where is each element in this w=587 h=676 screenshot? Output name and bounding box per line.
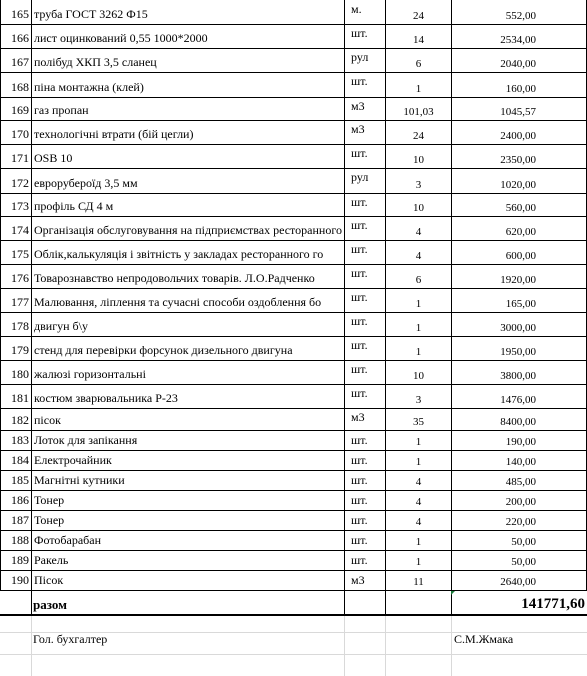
item-unit	[344, 0, 385, 24]
item-unit-text: м3	[351, 99, 365, 113]
item-sum-text: 50,00	[511, 536, 536, 548]
table-row	[0, 490, 587, 510]
item-quantity-text: 10	[413, 154, 424, 166]
item-name	[31, 570, 344, 590]
item-unit-text: шт.	[351, 242, 368, 256]
row-number-text: 190	[11, 573, 29, 587]
item-sum-text: 165,00	[505, 298, 536, 310]
item-unit	[344, 430, 385, 450]
row-number	[0, 312, 31, 336]
item-unit-text: шт.	[351, 218, 368, 232]
row-number-text: 187	[11, 513, 29, 527]
item-name	[31, 490, 344, 510]
item-quantity-text: 24	[413, 130, 424, 142]
row-number-text: 189	[11, 553, 29, 567]
item-sum	[451, 384, 587, 408]
row-number	[0, 48, 31, 72]
item-unit	[344, 264, 385, 288]
total-sum: 141771,60	[521, 596, 585, 612]
item-quantity-text: 24	[413, 10, 424, 22]
item-quantity-text: 1	[415, 536, 422, 548]
item-quantity-text: 4	[415, 516, 422, 528]
table-row	[0, 72, 587, 97]
table-row	[0, 530, 587, 550]
item-name	[31, 193, 344, 216]
row-number-text: 168	[11, 80, 29, 94]
item-quantity-text: 6	[415, 274, 422, 286]
item-quantity-text: 6	[415, 58, 422, 70]
item-unit-text: шт.	[351, 74, 368, 88]
item-unit	[344, 168, 385, 193]
item-sum-text: 1920,00	[500, 274, 536, 286]
item-unit	[344, 336, 385, 360]
row-number	[0, 490, 31, 510]
item-unit-text: шт.	[351, 266, 368, 280]
item-sum-text: 2400,00	[500, 130, 536, 142]
table-row	[0, 97, 587, 120]
row-number-text: 181	[11, 391, 29, 405]
item-name	[31, 430, 344, 450]
table-row	[0, 240, 587, 264]
item-sum-text: 1476,00	[500, 394, 536, 406]
item-quantity	[385, 360, 451, 384]
table-row	[0, 470, 587, 490]
row-number	[0, 470, 31, 490]
item-quantity-text: 3	[415, 394, 422, 406]
accountant-title: Гол. бухгалтер	[33, 632, 108, 646]
item-sum	[451, 48, 587, 72]
item-quantity-text: 3	[415, 179, 422, 191]
row-number-text: 184	[11, 453, 29, 467]
item-unit	[344, 450, 385, 470]
item-quantity	[385, 530, 451, 550]
item-sum	[451, 0, 587, 24]
row-number	[0, 570, 31, 590]
item-quantity	[385, 120, 451, 144]
item-quantity-text: 35	[413, 416, 424, 428]
item-sum-text: 1950,00	[500, 346, 536, 358]
item-unit-text: рул	[351, 50, 369, 64]
item-quantity	[385, 430, 451, 450]
table-row	[0, 430, 587, 450]
item-sum	[451, 168, 587, 193]
row-number	[0, 384, 31, 408]
item-quantity-text: 10	[413, 370, 424, 382]
row-number-text: 166	[11, 31, 29, 45]
item-quantity-text: 1	[415, 322, 422, 334]
item-unit	[344, 550, 385, 570]
item-unit	[344, 144, 385, 168]
item-name-text: газ пропан	[34, 103, 89, 117]
item-name-text: двигун б\у	[34, 319, 88, 333]
item-quantity	[385, 288, 451, 312]
item-name-text: Тонер	[34, 493, 65, 507]
item-name	[31, 264, 344, 288]
item-sum	[451, 430, 587, 450]
item-unit	[344, 490, 385, 510]
item-name-text: пісок	[34, 413, 61, 427]
item-name-text: костюм зварювальника Р-23	[34, 391, 178, 405]
item-sum	[451, 72, 587, 97]
item-unit	[344, 120, 385, 144]
item-name	[31, 24, 344, 48]
item-sum	[451, 193, 587, 216]
item-name	[31, 97, 344, 120]
item-unit	[344, 360, 385, 384]
row-number-text: 183	[11, 433, 29, 447]
item-unit-text: рул	[351, 170, 369, 184]
row-number	[0, 193, 31, 216]
row-number-text: 176	[11, 271, 29, 285]
item-sum-text: 3000,00	[500, 322, 536, 334]
table-row	[0, 288, 587, 312]
item-sum	[451, 240, 587, 264]
item-unit	[344, 72, 385, 97]
item-quantity-text: 11	[413, 576, 424, 588]
row-number-text: 174	[11, 223, 29, 237]
row-number-text: 182	[11, 413, 29, 427]
item-sum-text: 620,00	[505, 226, 536, 238]
item-name	[31, 120, 344, 144]
item-sum	[451, 264, 587, 288]
row-number-text: 186	[11, 493, 29, 507]
item-quantity	[385, 24, 451, 48]
item-sum-text: 140,00	[505, 456, 536, 468]
row-number-text: 177	[11, 295, 29, 309]
row-number-text: 185	[11, 473, 29, 487]
item-name	[31, 0, 344, 24]
row-number	[0, 430, 31, 450]
row-number-text: 169	[11, 103, 29, 117]
item-quantity	[385, 384, 451, 408]
item-sum-text: 2350,00	[500, 154, 536, 166]
item-sum-text: 3800,00	[500, 370, 536, 382]
item-quantity	[385, 240, 451, 264]
item-unit-text: шт.	[351, 146, 368, 160]
item-unit-text: шт.	[351, 290, 368, 304]
item-unit-text: шт.	[351, 553, 368, 567]
item-name	[31, 216, 344, 240]
item-sum-text: 2040,00	[500, 58, 536, 70]
item-name-text: стенд для перевірки форсунок дизельного двигуна	[34, 343, 293, 357]
item-name-text: піна монтажна (клей)	[34, 80, 144, 94]
row-number	[0, 168, 31, 193]
signature-block	[0, 616, 587, 676]
item-unit-text: шт.	[351, 473, 368, 487]
row-number	[0, 72, 31, 97]
item-unit-text: м.	[351, 2, 362, 16]
item-quantity	[385, 470, 451, 490]
item-name-text: Тонер	[34, 513, 65, 527]
item-quantity	[385, 490, 451, 510]
item-name	[31, 144, 344, 168]
item-unit	[344, 193, 385, 216]
item-quantity	[385, 97, 451, 120]
item-unit-text: шт.	[351, 195, 368, 209]
item-sum-text: 600,00	[505, 250, 536, 262]
item-quantity	[385, 336, 451, 360]
row-number	[0, 144, 31, 168]
row-number-text: 178	[11, 319, 29, 333]
item-unit-text: шт.	[351, 362, 368, 376]
item-quantity-text: 4	[415, 496, 422, 508]
item-quantity-text: 4	[415, 226, 422, 238]
item-unit	[344, 384, 385, 408]
table-row	[0, 144, 587, 168]
item-quantity	[385, 48, 451, 72]
item-unit-text: шт.	[351, 26, 368, 40]
item-unit-text: шт.	[351, 533, 368, 547]
item-name-text: технологічні втрати (бій цегли)	[34, 127, 194, 141]
row-number-text: 175	[11, 247, 29, 261]
item-sum	[451, 408, 587, 430]
item-quantity-text: 1	[415, 298, 422, 310]
item-quantity	[385, 72, 451, 97]
table-row	[0, 0, 587, 24]
item-sum	[451, 144, 587, 168]
item-sum-text: 200,00	[505, 496, 536, 508]
item-sum	[451, 24, 587, 48]
item-name	[31, 336, 344, 360]
item-sum	[451, 360, 587, 384]
item-quantity	[385, 550, 451, 570]
item-sum-text: 552,00	[505, 10, 536, 22]
item-unit	[344, 97, 385, 120]
item-sum	[451, 312, 587, 336]
item-quantity-text: 4	[415, 476, 422, 488]
item-name	[31, 360, 344, 384]
item-sum	[451, 510, 587, 530]
item-quantity-text: 10	[413, 202, 424, 214]
row-number-text: 171	[11, 151, 29, 165]
item-sum	[451, 490, 587, 510]
item-unit	[344, 24, 385, 48]
table-row	[0, 264, 587, 288]
item-name	[31, 48, 344, 72]
item-name-text: OSB 10	[34, 151, 73, 165]
table-row	[0, 312, 587, 336]
item-unit	[344, 408, 385, 430]
item-sum-text: 8400,00	[500, 416, 536, 428]
item-unit-text: шт.	[351, 314, 368, 328]
item-unit-text: м3	[351, 410, 365, 424]
item-quantity	[385, 144, 451, 168]
accountant-name: С.М.Жмака	[454, 632, 514, 646]
item-name	[31, 470, 344, 490]
item-sum	[451, 550, 587, 570]
item-sum-text: 190,00	[505, 436, 536, 448]
item-name	[31, 384, 344, 408]
item-unit-text: шт.	[351, 386, 368, 400]
item-quantity	[385, 510, 451, 530]
item-sum	[451, 216, 587, 240]
item-quantity	[385, 408, 451, 430]
item-sum-text: 160,00	[505, 83, 536, 95]
item-sum-text: 1045,57	[500, 106, 536, 118]
item-sum	[451, 530, 587, 550]
item-sum	[451, 450, 587, 470]
item-sum	[451, 470, 587, 490]
item-unit-text: м3	[351, 573, 365, 587]
item-unit	[344, 288, 385, 312]
item-name-text: жалюзі горизонтальні	[34, 367, 146, 381]
item-quantity-text: 4	[415, 250, 422, 262]
table-row	[0, 510, 587, 530]
item-unit-text: шт.	[351, 453, 368, 467]
item-unit	[344, 48, 385, 72]
item-quantity	[385, 168, 451, 193]
item-name	[31, 450, 344, 470]
item-unit	[344, 312, 385, 336]
item-name-text: еврорубероїд 3,5 мм	[34, 176, 138, 190]
row-number	[0, 24, 31, 48]
item-sum-text: 50,00	[511, 556, 536, 568]
item-quantity-text: 1	[415, 346, 422, 358]
item-name-text: Малювання, ліплення та сучасні способи оздоблення бо	[34, 295, 322, 309]
row-number	[0, 264, 31, 288]
item-name	[31, 408, 344, 430]
item-name-text: Організація обслуговування на підприємствах ресторанного	[34, 223, 342, 237]
table-row	[0, 24, 587, 48]
table-row	[0, 193, 587, 216]
item-sum-text: 220,00	[505, 516, 536, 528]
row-number	[0, 240, 31, 264]
item-name	[31, 72, 344, 97]
table-row	[0, 550, 587, 570]
item-name-text: лист оцинкований 0,55 1000*2000	[34, 31, 208, 45]
item-sum-text: 2534,00	[500, 34, 536, 46]
item-name-text: Лоток для запікання	[34, 433, 138, 447]
row-number	[0, 120, 31, 144]
item-sum-text: 1020,00	[500, 179, 536, 191]
item-unit-text: шт.	[351, 513, 368, 527]
item-unit	[344, 530, 385, 550]
item-name-text: Магнітні кутники	[34, 473, 125, 487]
table-row	[0, 48, 587, 72]
item-quantity	[385, 193, 451, 216]
table-row	[0, 384, 587, 408]
item-unit	[344, 470, 385, 490]
row-number	[0, 216, 31, 240]
row-number	[0, 408, 31, 430]
table-row	[0, 216, 587, 240]
item-name	[31, 550, 344, 570]
item-name-text: Пісок	[34, 573, 64, 587]
item-name-text: Фотобарабан	[34, 533, 102, 547]
table-row	[0, 360, 587, 384]
item-unit	[344, 216, 385, 240]
table-row	[0, 120, 587, 144]
row-number	[0, 550, 31, 570]
row-number-text: 165	[11, 7, 29, 21]
table-row	[0, 570, 587, 590]
item-name	[31, 168, 344, 193]
item-name-text: профіль СД 4 м	[34, 199, 114, 213]
row-number-text: 188	[11, 533, 29, 547]
item-name	[31, 510, 344, 530]
item-name-text: Ракель	[34, 553, 69, 567]
row-number	[0, 450, 31, 470]
row-number	[0, 530, 31, 550]
item-quantity	[385, 312, 451, 336]
item-sum	[451, 336, 587, 360]
item-quantity	[385, 216, 451, 240]
item-unit-text: шт.	[351, 338, 368, 352]
item-unit	[344, 510, 385, 530]
item-unit-text: шт.	[351, 493, 368, 507]
item-sum-text: 560,00	[505, 202, 536, 214]
row-number	[0, 510, 31, 530]
item-quantity	[385, 570, 451, 590]
row-number	[0, 288, 31, 312]
table-row	[0, 408, 587, 430]
table-row	[0, 336, 587, 360]
row-number-text: 179	[11, 343, 29, 357]
item-quantity-text: 1	[415, 436, 422, 448]
item-sum-text: 485,00	[505, 476, 536, 488]
row-number-text: 170	[11, 127, 29, 141]
item-quantity-text: 14	[413, 34, 424, 46]
row-number	[0, 360, 31, 384]
item-unit-text: шт.	[351, 433, 368, 447]
item-unit-text: м3	[351, 122, 365, 136]
row-number	[0, 0, 31, 24]
item-sum	[451, 120, 587, 144]
item-name-text: труба ГОСТ 3262 Ф15	[34, 7, 148, 21]
item-sum-text: 2640,00	[500, 576, 536, 588]
item-unit	[344, 570, 385, 590]
item-name	[31, 288, 344, 312]
item-name	[31, 530, 344, 550]
item-quantity	[385, 450, 451, 470]
item-quantity-text: 1	[415, 456, 422, 468]
item-quantity-text: 1	[415, 83, 422, 95]
total-label: разом	[33, 597, 67, 612]
total-row	[0, 590, 587, 616]
row-number-text: 167	[11, 55, 29, 69]
item-name	[31, 312, 344, 336]
item-name-text: Товарознавство непродовольчих товарів. Л.О.Радченко	[34, 271, 315, 285]
item-quantity	[385, 0, 451, 24]
table-row	[0, 168, 587, 193]
item-quantity-text: 1	[415, 556, 422, 568]
row-number-text: 172	[11, 176, 29, 190]
item-unit	[344, 240, 385, 264]
item-name	[31, 240, 344, 264]
item-sum	[451, 288, 587, 312]
item-sum	[451, 570, 587, 590]
row-divider	[0, 590, 587, 591]
item-quantity-text: 101,03	[403, 106, 434, 118]
row-number	[0, 97, 31, 120]
item-name-text: полібуд ХКП 3,5 сланец	[34, 55, 157, 69]
row-number	[0, 336, 31, 360]
item-name-text: Електрочайник	[34, 453, 112, 467]
table-row	[0, 450, 587, 470]
item-quantity	[385, 264, 451, 288]
row-number-text: 173	[11, 199, 29, 213]
item-sum	[451, 97, 587, 120]
row-number-text: 180	[11, 367, 29, 381]
item-name-text: Облік,калькуляція і звітність у закладах ресторанного го	[34, 247, 324, 261]
